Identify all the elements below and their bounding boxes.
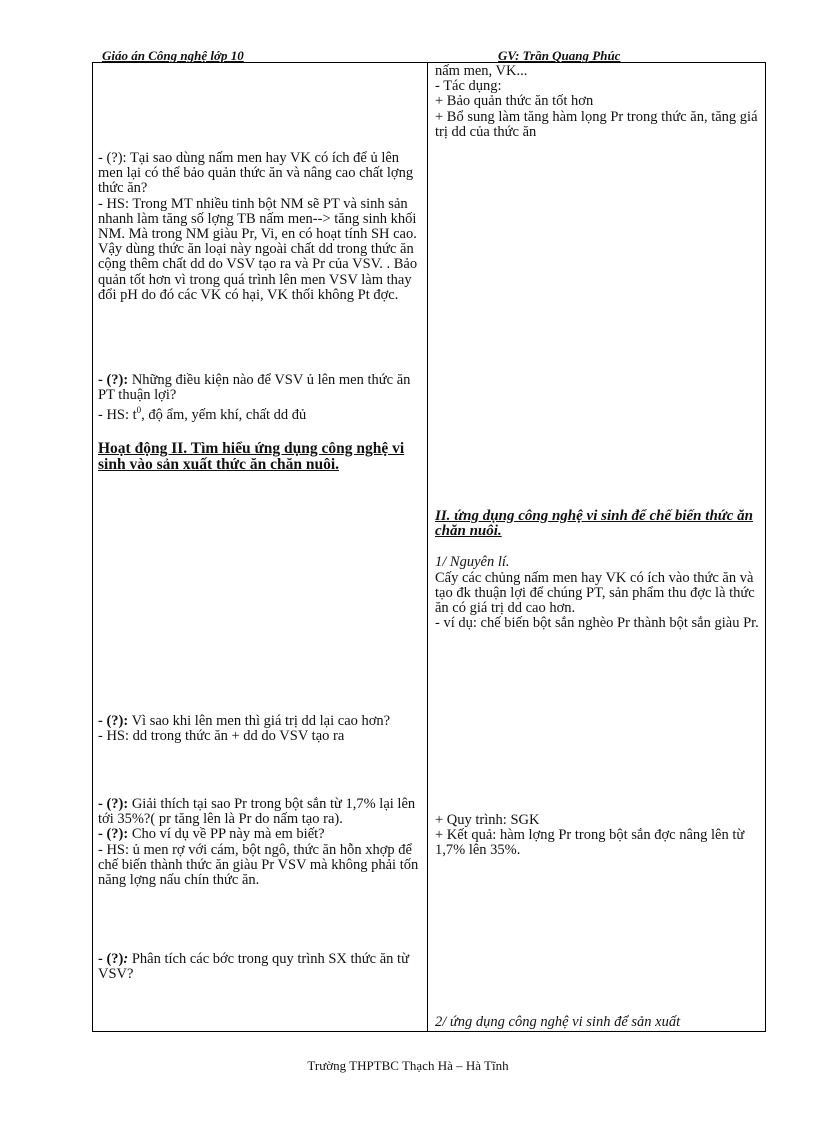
left-question-6 — [98, 952, 423, 982]
question-body: Cho ví dụ về PP này mà em biết? — [128, 826, 325, 843]
page-footer: Trường THPTBC Thạch Hà – Hà Tĩnh — [307, 1058, 509, 1073]
header-teacher: GV: Trần Quang Phúc — [498, 48, 621, 63]
answer-rest: , độ ẩm, yếm khí, chất dd đủ — [141, 407, 307, 424]
spacer — [435, 539, 760, 555]
question-label: - (?): — [98, 796, 129, 812]
question-body: Phân tích các bớc trong quy trình SX thức ăn từ VSV? — [98, 951, 409, 983]
question-body: Giải thích tại sao Pr trong bột sắn từ 1,7% lại lên tới 35%?( pr tăng lên là Pr do nấm tạo ra). — [98, 796, 416, 828]
right-section-2 — [435, 509, 760, 631]
section-2-title: II. ứng dụng công nghệ vi sinh để chế biến thức ăn chăn nuôi. — [435, 508, 754, 540]
degree-sup: 0 — [136, 405, 142, 416]
right-line: + Bảo quản thức ăn tốt hơn — [435, 93, 594, 110]
subsection-1-title: 1/ Nguyên lí. — [435, 554, 510, 571]
subsection-2-title: 2/ ứng dụng công nghệ vi sinh để sản xuất — [435, 1014, 681, 1030]
left-question-1 — [98, 151, 423, 303]
right-effects-block — [435, 64, 760, 140]
subsection-1-text: Cấy các chủng nấm men hay VK có ích vào thức ăn và tạo đk thuận lợi để chúng PT, sản phẩm thu đợc là thức ăn có giá trị dd cao hơn. — [435, 569, 755, 617]
lesson-table — [92, 62, 766, 1032]
question-label: - (?): — [98, 713, 129, 729]
left-question-3 — [98, 714, 423, 744]
activity-2-heading — [98, 441, 423, 473]
right-line: nấm men, VK... — [435, 63, 528, 79]
header-subject: Giáo án Công nghệ lớp 10 — [102, 48, 244, 63]
question-text: - (?): Tại sao dùng nấm men hay VK có ích để ủ lên men lại có thể bảo quản thức ăn và nâng cao chất lợng thức ăn? — [98, 150, 414, 197]
question-text — [98, 714, 423, 729]
activity-2-text: Hoạt động II. Tìm hiểu ứng dụng công nghệ vi sinh vào sản xuất thức ăn chăn nuôi. — [98, 440, 405, 473]
answer-text: - HS: ủ men rợ với cám, bột ngô, thức ăn hỗn xhợp để chế biến thành thức ăn giàu Pr VSV mà không phải tốn năng lợng nấu chín thức ăn. — [98, 841, 419, 889]
column-divider — [427, 63, 428, 1031]
question-text — [98, 952, 423, 982]
answer-prefix: - HS: t — [98, 407, 137, 424]
question-text — [98, 373, 423, 403]
left-question-2 — [98, 373, 423, 423]
question-text — [98, 827, 423, 842]
question-text — [98, 797, 423, 827]
answer-text: - HS: dd trong thức ăn + dd do VSV tạo ra — [98, 728, 345, 745]
answer-text — [98, 403, 423, 423]
question-colon: : — [123, 951, 129, 967]
answer-text: - HS: Trong MT nhiều tinh bột NM sẽ PT và sinh sản nhanh làm tăng số lợng TB nấm men--> tăng sinh khối NM. Mà trong NM giàu Pr, Vi, en có hoạt tính SH cao. Vậy dùng thức ăn loại này ngoài chất dd trong thức ăn cộng thêm chất dd do VSV tạo ra và Pr của VSV. . Bảo quản tốt hơn vì trong quá trình lên men VSV làm thay đổi pH do đó các VK có hại, VK thối không Pt đợc. — [98, 195, 418, 303]
right-line: + Kết quả: hàm lợng Pr trong bột sắn đợc nâng lên từ 1,7% lên 35%. — [435, 827, 745, 859]
example-text: - ví dụ: chế biến bột sắn nghèo Pr thành bột sắn giàu Pr. — [435, 615, 759, 632]
question-label: - (?) — [98, 951, 124, 967]
question-label: - (?): — [98, 826, 129, 843]
left-question-4 — [98, 797, 423, 888]
right-line: + Quy trình: SGK — [435, 812, 540, 828]
question-label: - (?): — [98, 372, 129, 388]
right-line: + Bổ sung làm tăng hàm lọng Pr trong thức ăn, tăng giá trị dd của thức ăn — [435, 108, 758, 140]
right-process-block — [435, 813, 760, 859]
question-body: Vì sao khi lên men thì giá trị dd lại cao hơn? — [128, 713, 391, 729]
right-line: - Tác dụng: — [435, 78, 502, 95]
question-body: Những điều kiện nào để VSV ủ lên men thức ăn PT thuận lợi? — [98, 372, 411, 404]
right-subsection-2 — [435, 1015, 760, 1030]
